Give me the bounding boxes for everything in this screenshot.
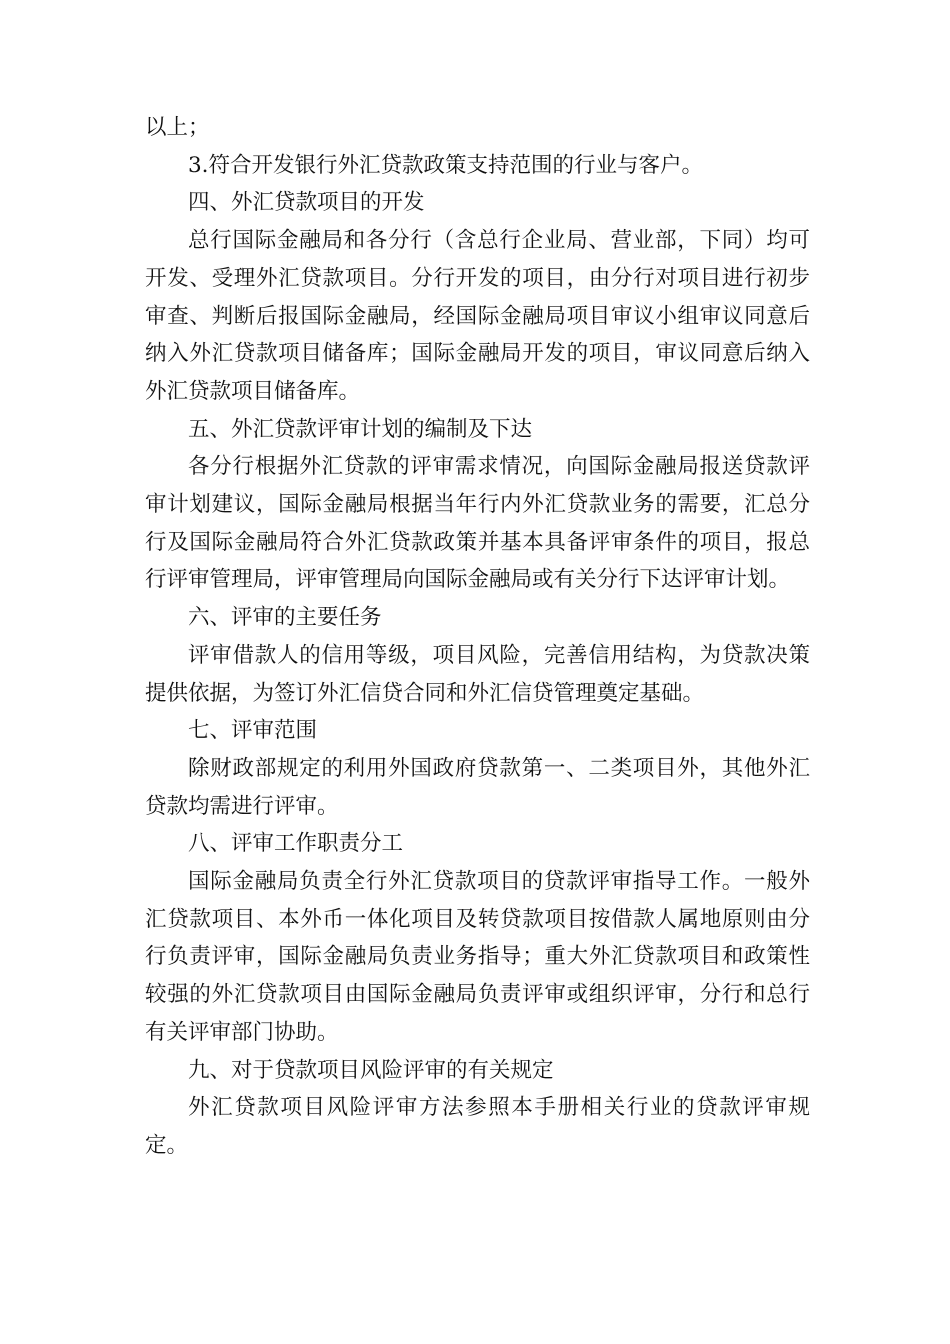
paragraph-section-9: 外汇贷款项目风险评审方法参照本手册相关行业的贷款评审规定。: [145, 1095, 810, 1158]
paragraph-section-4: 总行国际金融局和各分行（含总行企业局、营业部，下同）均可开发、受理外汇贷款项目。分行开发的项目，由分行对项目进行初步审查、判断后报国际金融局，经国际金融局项目审议小组审议同意后纳入外汇贷款项目储备库；国际金融局开发的项目，审议同意后纳入外汇贷款项目储备库。: [145, 228, 810, 404]
paragraph-continuation: 以上；: [145, 115, 210, 140]
paragraph-list-item-3: 3.符合开发银行外汇贷款政策支持范围的行业与客户。: [188, 152, 704, 178]
paragraph-section-6: 评审借款人的信用等级，项目风险，完善信用结构，为贷款决策提供依据，为签订外汇信贷合同和外汇信贷管理奠定基础。: [145, 642, 810, 706]
document-body: [145, 109, 810, 1165]
section-heading-7: 七、评审范围: [188, 718, 318, 744]
section-heading-4: 四、外汇贷款项目的开发: [188, 190, 425, 216]
paragraph-section-5: 各分行根据外汇贷款的评审需求情况，向国际金融局报送贷款评审计划建议，国际金融局根据当年行内外汇贷款业务的需要，汇总分行及国际金融局符合外汇贷款政策并基本具备评审条件的项目，报总行评审管理局，评审管理局向国际金融局或有关分行下达评审计划。: [145, 454, 810, 593]
section-heading-9: 九、对于贷款项目风险评审的有关规定: [188, 1057, 554, 1083]
section-heading-8: 八、评审工作职责分工: [188, 831, 404, 857]
section-heading-5: 五、外汇贷款评审计划的编制及下达: [188, 416, 533, 442]
paragraph-section-7: 除财政部规定的利用外国政府贷款第一、二类项目外，其他外汇贷款均需进行评审。: [145, 755, 810, 819]
section-heading-6: 六、评审的主要任务: [188, 605, 382, 631]
paragraph-section-8: 国际金融局负责全行外汇贷款项目的贷款评审指导工作。一般外汇贷款项目、本外币一体化项目及转贷款项目按借款人属地原则由分行负责评审，国际金融局负责业务指导；重大外汇贷款项目和政策性较强的外汇贷款项目由国际金融局负责评审或组织评审，分行和总行有关评审部门协助。: [145, 869, 810, 1045]
